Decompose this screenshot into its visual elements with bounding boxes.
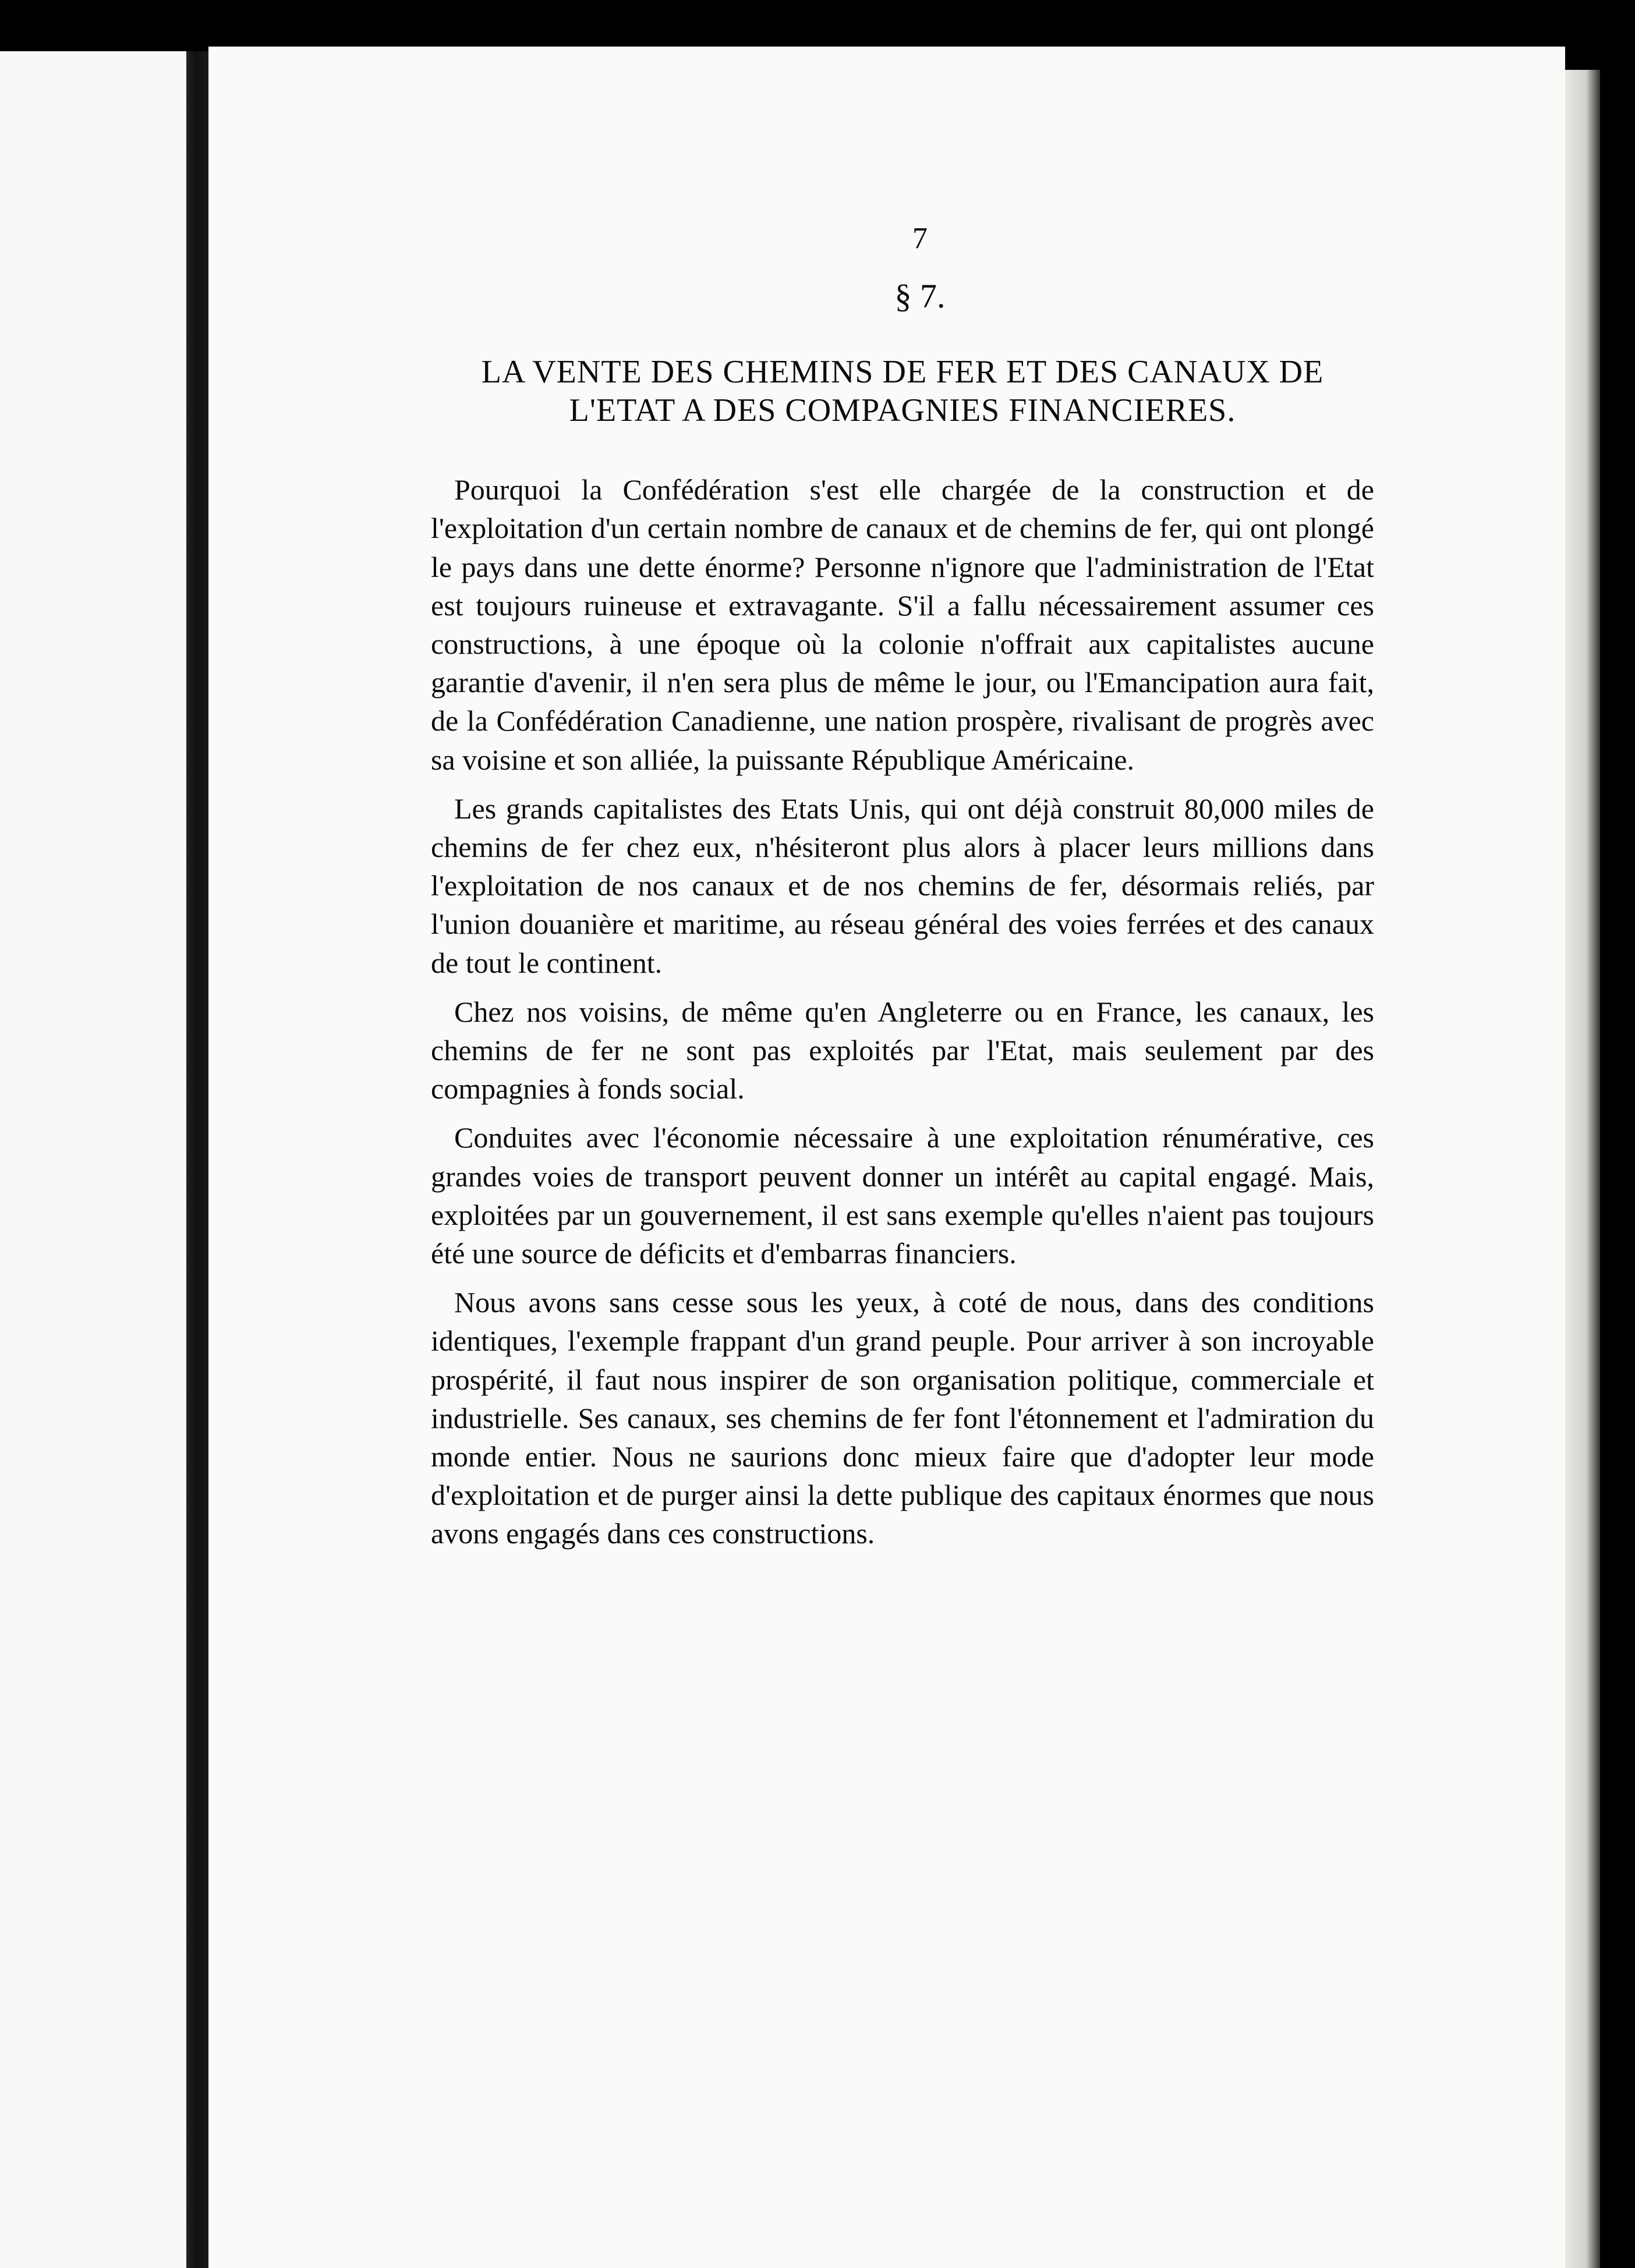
paragraph-2: Les grands capitalistes des Etats Unis, qui ont déjà construit 80,000 miles de chemins de fer chez eux, n'hésiteront plus alors à placer leurs millions dans l'exploitation de nos canaux et de nos chemins de fer, désormais reliés, par l'union douanière et maritime, au réseau général des voies ferrées et des canaux de tout le continent. [431,792,1374,979]
book-spine [186,51,210,2268]
paragraph-1: Pourquoi la Confédération s'est elle chargée de la construction et de l'exploitation d'un certain nombre de canaux et de chemins de fer, qui ont plongé le pays dans une dette énorme? Personne n'ignore que l'administration de l'Etat est toujours ruineuse et extravagante. S'il a fallu nécessairement assumer ces constructions, à une époque où la colonie n'offrait aux capitalistes aucune garantie d'avenir, il n'en sera plus de même le jour, ou l'Emancipation aura fait, de la Confédération Canadienne, une nation prospère, rivalisant de progrès avec sa voisine et son alliée, la puissante République Américaine. [431,473,1374,776]
paragraph-5: Nous avons sans cesse sous les yeux, à coté de nous, dans des conditions identiques, l'exemple frappant d'un grand peuple. Pour arriver à son incroyable prospérité, il faut nous inspirer de son organisation politique, commerciale et industrielle. Ses canaux, ses chemins de fer font l'étonnement et l'admiration du monde entier. Nous ne saurions donc mieux faire que d'adopter leur mode d'exploitation et de purger ainsi la dette publique des capitaux énormes que nous avons engagés dans ces constructions. [431,1286,1374,1550]
chapter-title: LA VENTE DES CHEMINS DE FER ET DES CANAUX DE L'ETAT A DES COMPAGNIES FINANCIERES. [481,354,1324,429]
page-number: 7 [912,222,928,255]
paragraph-4: Conduites avec l'économie nécessaire à une exploitation rénumérative, ces grandes voies de transport peuvent donner un intérêt au capital engagé. Mais, exploitées par un gouvernement, il est sans exemple qu'elles n'aient pas toujours été une source de déficits et d'embarras financiers. [431,1121,1374,1270]
section-heading: § 7. [894,277,946,315]
paragraph-3: Chez nos voisins, de même qu'en Angleterre ou en France, les canaux, les chemins de fer ne sont pas exploités par l'Etat, mais seulement par des compagnies à fonds social. [431,995,1374,1105]
page-edge [1565,70,1600,2268]
page-content [431,221,1374,1564]
left-page-margin [0,51,194,2268]
